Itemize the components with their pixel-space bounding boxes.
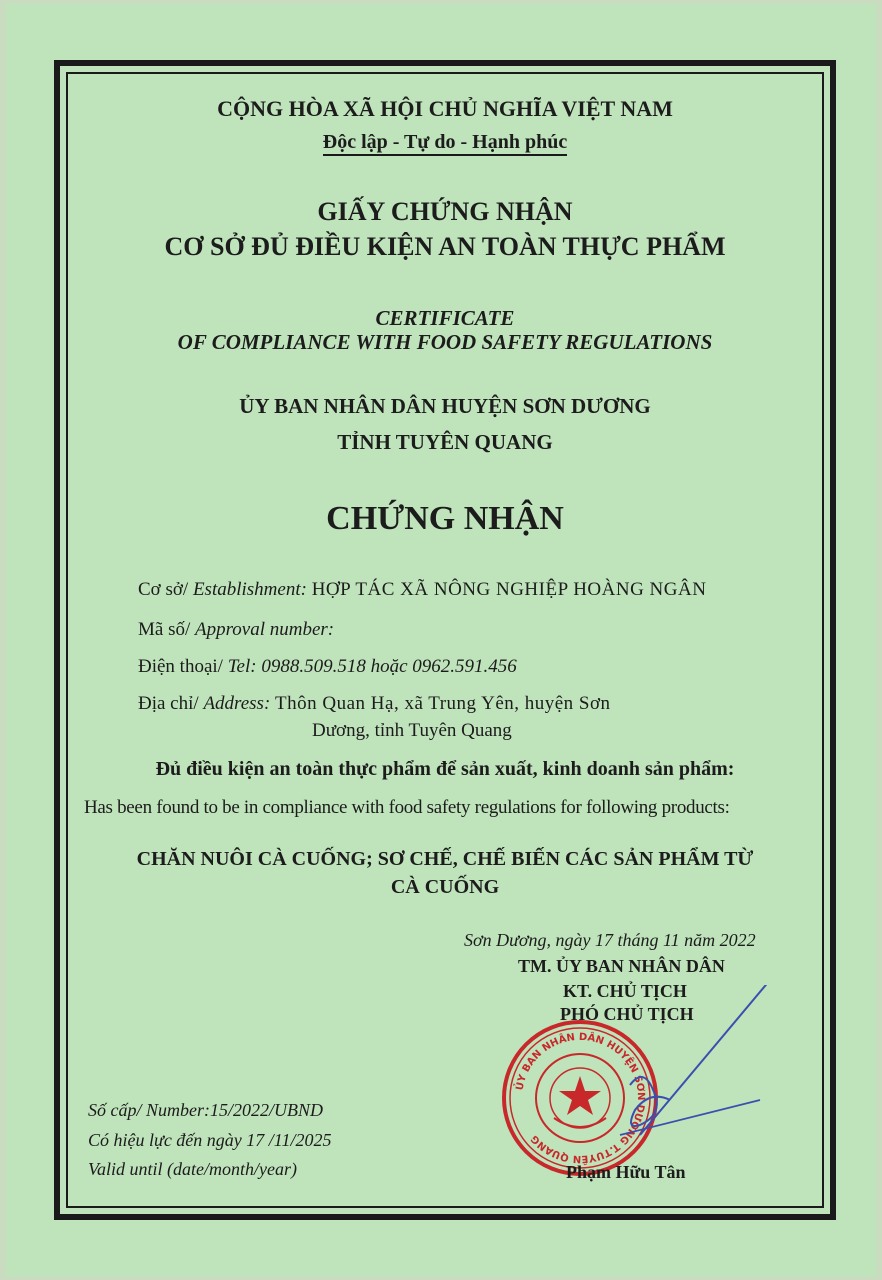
valid-until-vn: Có hiệu lực đến ngày 17 /11/2025 [88,1130,332,1150]
certificate-title-en: CERTIFICATE [375,306,515,330]
national-motto [66,131,824,154]
seal-text: ỦY BAN NHÂN DÂN HUYỆN SƠN DƯƠNG T.TUYÊN QUANG [514,1031,647,1165]
address-row [138,693,611,715]
products-line1: CHĂN NUÔI CÀ CUỐNG; SƠ CHẾ, CHẾ BIẾN CÁC SẢN PHẨM TỪ [136,848,754,870]
certificate-title: GIẤY CHỨNG NHẬN [317,197,573,226]
tel-label-vn: Điện thoại/ [138,656,228,677]
signatory-line1: TM. ỦY BAN NHÂN DÂN [518,956,725,976]
signer-name: Phạm Hữu Tân [566,1162,686,1182]
establishment-row [138,579,706,601]
valid-until-en: Valid until (date/month/year) [88,1159,297,1179]
certificate-subtitle: CƠ SỞ ĐỦ ĐIỀU KIỆN AN TOÀN THỰC PHẨM [164,232,726,261]
products-line2: CÀ CUỐNG [390,876,500,898]
address-label-vn: Địa chỉ/ [138,693,204,714]
address-label-en: Address: [203,693,276,714]
signatory-line2: KT. CHỦ TỊCH [563,981,687,1001]
motto-text: Độc lập - Tự do - Hạnh phúc [323,131,567,156]
establishment-value: HỢP TÁC XÃ NÔNG NGHIỆP HOÀNG NGÂN [311,579,707,600]
compliance-statement-en: Has been found to be in compliance with food safety regulations for following products: [84,797,730,818]
issuing-province: TỈNH TUYÊN QUANG [337,430,553,454]
address-value-line2: Dương, tỉnh Tuyên Quang [312,720,512,741]
signatory-line3: PHÓ CHỦ TỊCH [560,1004,694,1024]
tel-row [138,656,517,678]
certify-heading: CHỨNG NHẬN [326,500,564,537]
handwritten-signature-icon [600,985,800,1165]
tel-value: 0988.509.518 hoặc 0962.591.456 [261,656,517,677]
issuing-authority: ỦY BAN NHÂN DÂN HUYỆN SƠN DƯƠNG [239,394,651,418]
approval-label-vn: Mã số/ [138,619,195,640]
certificate-subtitle-en: OF COMPLIANCE WITH FOOD SAFETY REGULATIONS [177,330,713,354]
approval-row [138,619,334,641]
place-date: Sơn Dương, ngày 17 tháng 11 năm 2022 [464,930,756,950]
approval-label-en: Approval number: [195,619,335,640]
issuance-number: Số cấp/ Number:15/2022/UBND [88,1100,323,1120]
compliance-statement-vn: Đủ điều kiện an toàn thực phẩm để sản xuất, kinh doanh sản phẩm: [155,758,735,780]
establishment-label-en: Establishment: [192,579,312,600]
nation-name: CỘNG HÒA XÃ HỘI CHỦ NGHĨA VIỆT NAM [217,96,673,121]
address-value-line1: Thôn Quan Hạ, xã Trung Yên, huyện Sơn [275,693,611,714]
tel-label-en: Tel: [227,656,262,677]
establishment-label-vn: Cơ sở/ [138,579,193,600]
